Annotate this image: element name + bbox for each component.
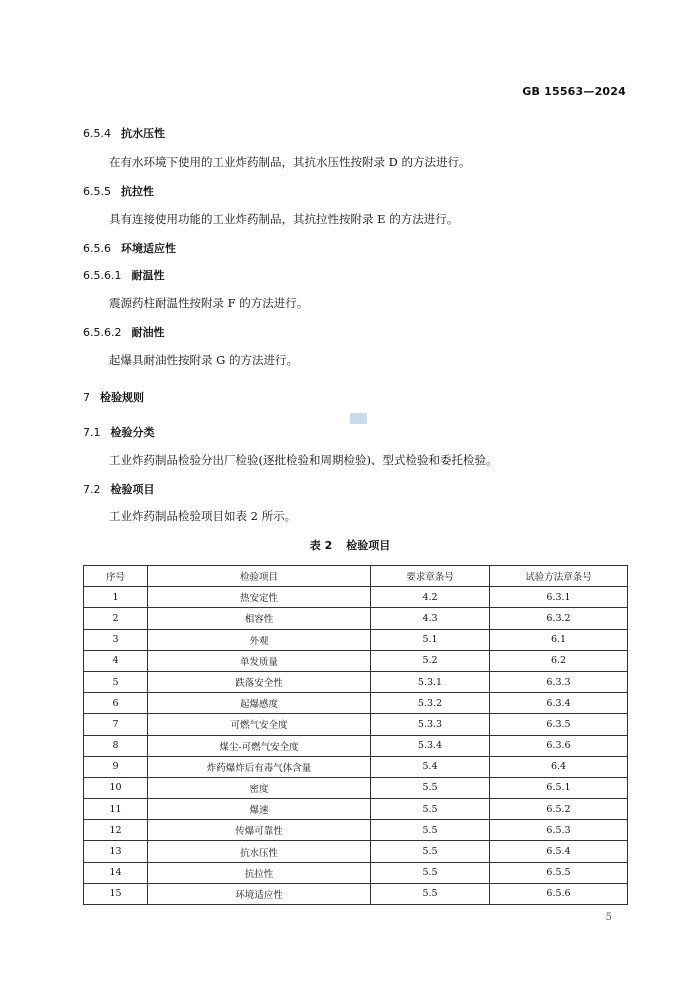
cell-item: 抗拉性	[148, 862, 371, 883]
section-title: 检验项目	[110, 483, 155, 496]
cell-requirement: 4.2	[371, 587, 490, 608]
cell-item: 抗水压性	[148, 841, 371, 862]
cell-serial: 15	[84, 883, 148, 904]
section-heading-6-5-6	[83, 240, 176, 256]
table-row	[84, 650, 628, 671]
section-heading-7-1	[83, 424, 155, 440]
section-title: 环境适应性	[121, 242, 176, 255]
cell-item: 起爆感度	[148, 693, 371, 714]
cell-method: 6.3.4	[490, 693, 628, 714]
document-code: GB 15563—2024	[522, 85, 626, 98]
section-heading-6-5-6-2	[83, 324, 164, 340]
watermark-logo	[350, 413, 367, 424]
cell-requirement: 4.3	[371, 608, 490, 629]
cell-requirement: 5.3.2	[371, 693, 490, 714]
cell-method: 6.5.5	[490, 862, 628, 883]
section-title: 检验规则	[100, 391, 144, 404]
inspection-items-table	[83, 565, 628, 905]
section-paragraph-6-5-6-2: 起爆具耐油性按附录 G 的方法进行。	[109, 353, 298, 367]
cell-requirement: 5.5	[371, 820, 490, 841]
section-title: 耐油性	[131, 326, 165, 339]
header-inspection-item: 检验项目	[148, 566, 371, 587]
cell-requirement: 5.5	[371, 862, 490, 883]
cell-method: 6.3.2	[490, 608, 628, 629]
section-number: 7.2	[83, 483, 101, 496]
cell-method: 6.3.1	[490, 587, 628, 608]
cell-requirement: 5.2	[371, 650, 490, 671]
header-requirement-clause: 要求章条号	[371, 566, 490, 587]
cell-method: 6.3.5	[490, 714, 628, 735]
section-paragraph-6-5-5: 具有连接使用功能的工业炸药制品，其抗拉性按附录 E 的方法进行。	[109, 212, 459, 226]
cell-item: 单发质量	[148, 650, 371, 671]
cell-serial: 7	[84, 714, 148, 735]
cell-item: 炸药爆炸后有毒气体含量	[148, 756, 371, 777]
cell-serial: 5	[84, 671, 148, 692]
cell-requirement: 5.5	[371, 883, 490, 904]
cell-item: 爆速	[148, 799, 371, 820]
cell-requirement: 5.5	[371, 841, 490, 862]
section-paragraph-7-2: 工业炸药制品检验项目如表 2 所示。	[109, 509, 297, 523]
cell-method: 6.1	[490, 629, 628, 650]
cell-item: 煤尘-可燃气安全度	[148, 735, 371, 756]
cell-requirement: 5.4	[371, 756, 490, 777]
section-number: 6.5.4	[83, 127, 111, 140]
cell-method: 6.5.1	[490, 777, 628, 798]
cell-requirement: 5.3.4	[371, 735, 490, 756]
cell-method: 6.5.3	[490, 820, 628, 841]
table-caption-title: 检验项目	[346, 539, 391, 552]
header-serial-number: 序号	[84, 566, 148, 587]
cell-serial: 8	[84, 735, 148, 756]
cell-item: 相容性	[148, 608, 371, 629]
table-caption	[0, 537, 700, 553]
cell-serial: 11	[84, 799, 148, 820]
cell-method: 6.5.2	[490, 799, 628, 820]
cell-serial: 1	[84, 587, 148, 608]
table-row	[84, 756, 628, 777]
table-row	[84, 777, 628, 798]
cell-serial: 10	[84, 777, 148, 798]
cell-serial: 12	[84, 820, 148, 841]
table-row	[84, 587, 628, 608]
section-title: 抗拉性	[121, 185, 154, 198]
cell-method: 6.4	[490, 756, 628, 777]
table-row	[84, 608, 628, 629]
table-row	[84, 799, 628, 820]
cell-requirement: 5.3.3	[371, 714, 490, 735]
cell-serial: 6	[84, 693, 148, 714]
section-heading-6-5-5	[83, 183, 154, 199]
cell-serial: 14	[84, 862, 148, 883]
cell-method: 6.3.6	[490, 735, 628, 756]
cell-method: 6.3.3	[490, 671, 628, 692]
cell-serial: 9	[84, 756, 148, 777]
cell-method: 6.2	[490, 650, 628, 671]
table-caption-number: 表 2	[309, 539, 333, 552]
section-heading-6-5-4	[83, 125, 165, 141]
section-number: 6.5.6.2	[83, 326, 122, 339]
section-title: 抗水压性	[121, 127, 165, 140]
section-heading-6-5-6-1	[83, 267, 164, 283]
section-paragraph-6-5-6-1: 震源药柱耐温性按附录 F 的方法进行。	[109, 296, 309, 310]
section-paragraph-6-5-4: 在有水环境下使用的工业炸药制品，其抗水压性按附录 D 的方法进行。	[109, 155, 471, 169]
section-number: 7.1	[83, 426, 101, 439]
cell-requirement: 5.5	[371, 799, 490, 820]
page-number: 5	[605, 912, 612, 923]
section-heading-7-2	[83, 481, 155, 497]
table-row	[84, 671, 628, 692]
cell-serial: 4	[84, 650, 148, 671]
cell-serial: 2	[84, 608, 148, 629]
table-row	[84, 841, 628, 862]
cell-method: 6.5.6	[490, 883, 628, 904]
cell-method: 6.5.4	[490, 841, 628, 862]
table-row	[84, 629, 628, 650]
cell-requirement: 5.5	[371, 777, 490, 798]
cell-item: 热安定性	[148, 587, 371, 608]
table-row	[84, 693, 628, 714]
cell-item: 密度	[148, 777, 371, 798]
section-paragraph-7-1: 工业炸药制品检验分出厂检验(逐批检验和周期检验)、型式检验和委托检验。	[109, 453, 498, 467]
section-number: 7	[83, 391, 90, 404]
cell-item: 可燃气安全度	[148, 714, 371, 735]
table-row	[84, 862, 628, 883]
table-row	[84, 714, 628, 735]
section-number: 6.5.6	[83, 242, 111, 255]
cell-item: 环境适应性	[148, 883, 371, 904]
section-heading-7	[83, 389, 144, 405]
cell-serial: 3	[84, 629, 148, 650]
table-row	[84, 883, 628, 904]
cell-item: 传爆可靠性	[148, 820, 371, 841]
section-number: 6.5.5	[83, 185, 111, 198]
header-test-method-clause: 试验方法章条号	[490, 566, 628, 587]
section-title: 耐温性	[131, 269, 165, 282]
section-title: 检验分类	[110, 426, 155, 439]
table-row	[84, 735, 628, 756]
cell-item: 外观	[148, 629, 371, 650]
table-row	[84, 820, 628, 841]
cell-requirement: 5.1	[371, 629, 490, 650]
cell-serial: 13	[84, 841, 148, 862]
section-number: 6.5.6.1	[83, 269, 122, 282]
cell-requirement: 5.3.1	[371, 671, 490, 692]
table-header-row	[84, 566, 628, 587]
cell-item: 跌落安全性	[148, 671, 371, 692]
